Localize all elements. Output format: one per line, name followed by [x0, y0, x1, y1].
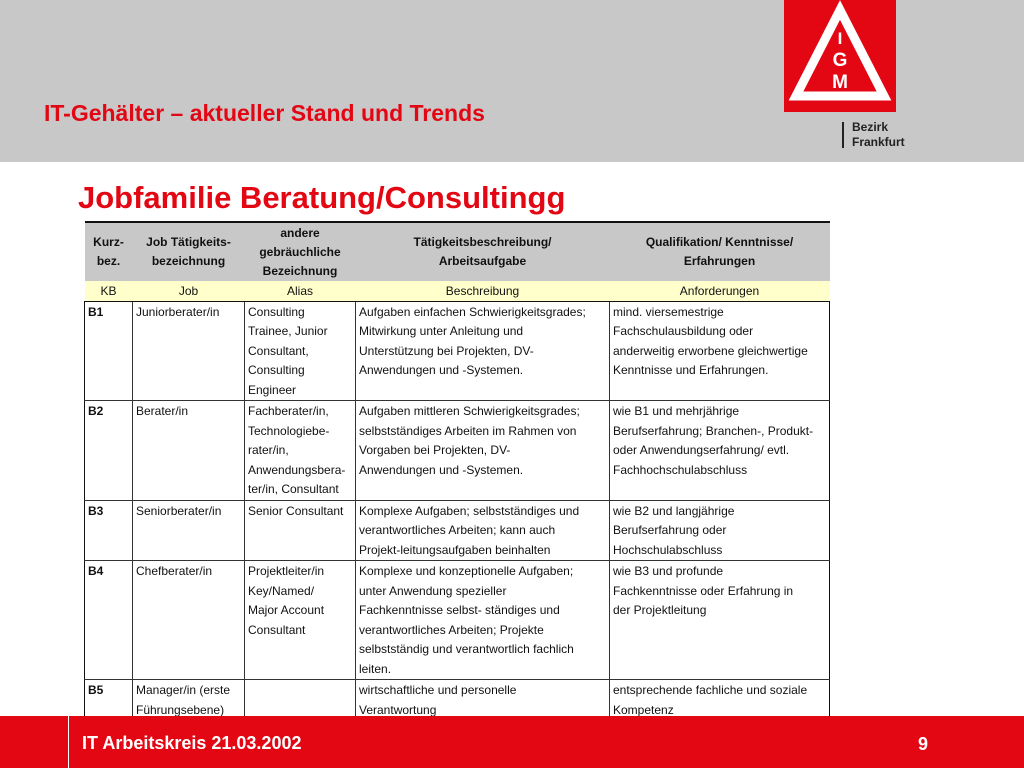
row-alias: [245, 680, 356, 721]
row-code: B2: [85, 401, 133, 501]
row-alias: Fachberater/in, Technologiebe- rater/in, Anwendungsbera- ter/in, Consultant: [245, 401, 356, 501]
header-kurzbez: [85, 222, 133, 281]
header-requirements: [610, 222, 830, 281]
logo-letter-i: I: [837, 29, 843, 48]
subheader-kb: KB: [85, 281, 133, 301]
row-job: Chefberater/in: [133, 561, 245, 680]
row-requirements: wie B3 und profunde Fachkenntnisse oder Erfahrung in der Projektleitung: [610, 561, 830, 680]
row-job: Manager/in (erste Führungsebene): [133, 680, 245, 721]
row-description: Aufgaben einfachen Schwierigkeitsgrades; Mitwirkung unter Anleitung und Unterstützung bei Projekten, DV- Anwendungen und -Systemen.: [356, 301, 610, 401]
header-title: IT-Gehälter – aktueller Stand und Trends: [44, 100, 485, 126]
row-job: Berater/in: [133, 401, 245, 501]
row-requirements: wie B1 und mehrjährige Berufserfahrung; Branchen-, Produkt- oder Anwendungserfahrung/ evtl. Fachhochschulabschluss: [610, 401, 830, 501]
table-row: [85, 680, 830, 721]
row-job: Seniorberater/in: [133, 500, 245, 561]
header-requirements-text: Qualifikation/ Kenntnisse/ Erfahrungen: [645, 235, 794, 268]
table-row: [85, 301, 830, 401]
row-code: B4: [85, 561, 133, 680]
header-description: [356, 222, 610, 281]
row-description: Komplexe Aufgaben; selbstständiges und verantwortliches Arbeiten; kann auch Projekt-leitungsaufgaben beinhalten: [356, 500, 610, 561]
row-code: B5: [85, 680, 133, 721]
row-requirements: entsprechende fachliche und soziale Kompetenz: [610, 680, 830, 721]
footer-text: IT Arbeitskreis 21.03.2002: [82, 733, 302, 753]
row-requirements: mind. viersemestrige Fachschulausbildung oder anderweitig erworbene gleichwertige Kenntnisse und Erfahrungen.: [610, 301, 830, 401]
row-job: Juniorberater/in: [133, 301, 245, 401]
row-description: Aufgaben mittleren Schwierigkeitsgrades; selbstständiges Arbeiten im Rahmen von Vorgaben bei Projekten, DV- Anwendungen und -Systemen.: [356, 401, 610, 501]
header-alias-text: andere gebräuchliche Bezeichnung: [259, 225, 341, 278]
header-job: [133, 222, 245, 281]
bezirk-line2: Frankfurt: [852, 135, 905, 149]
logo-letter-m: M: [832, 72, 848, 93]
subheader-job: Job: [133, 281, 245, 301]
bezirk-label: [852, 120, 905, 150]
header-alias: [245, 222, 356, 281]
row-description: wirtschaftliche und personelle Verantwortung: [356, 680, 610, 721]
subheader-requirements: Anforderungen: [610, 281, 830, 301]
row-alias: Projektleiter/in Key/Named/ Major Account Consultant: [245, 561, 356, 680]
row-description: Komplexe und konzeptionelle Aufgaben; unter Anwendung spezieller Fachkenntnisse selbst- ständiges und verantwortliches Arbeiten; Projekte selbstständig und verantwortlich fachlich leiten.: [356, 561, 610, 680]
job-family-table: [84, 221, 830, 721]
igmetall-logo: [784, 0, 896, 112]
header-description-text: Tätigkeitsbeschreibung/ Arbeitsaufgabe: [413, 235, 552, 268]
subheader-alias: Alias: [245, 281, 356, 301]
row-alias: Consulting Trainee, Junior Consultant, Consulting Engineer: [245, 301, 356, 401]
header-job-text: Job Tätigkeits- bezeichnung: [146, 235, 231, 268]
page-number: 9: [918, 734, 929, 754]
table-row: [85, 401, 830, 501]
slide-title: Jobfamilie Beratung/Consultingg: [78, 180, 566, 215]
row-alias: Senior Consultant: [245, 500, 356, 561]
bezirk-divider: [842, 122, 844, 148]
row-code: B1: [85, 301, 133, 401]
row-requirements: wie B2 und langjährige Berufserfahrung oder Hochschulabschluss: [610, 500, 830, 561]
row-code: B3: [85, 500, 133, 561]
table-row: [85, 561, 830, 680]
bezirk-line1: Bezirk: [852, 120, 889, 134]
footer-divider: [68, 716, 69, 768]
table-header-row: [85, 222, 830, 281]
table-subheader-row: [85, 281, 830, 301]
logo-letter-g: G: [832, 50, 848, 71]
table-row: [85, 500, 830, 561]
subheader-description: Beschreibung: [356, 281, 610, 301]
header-kurzbez-text: Kurz- bez.: [93, 235, 124, 268]
